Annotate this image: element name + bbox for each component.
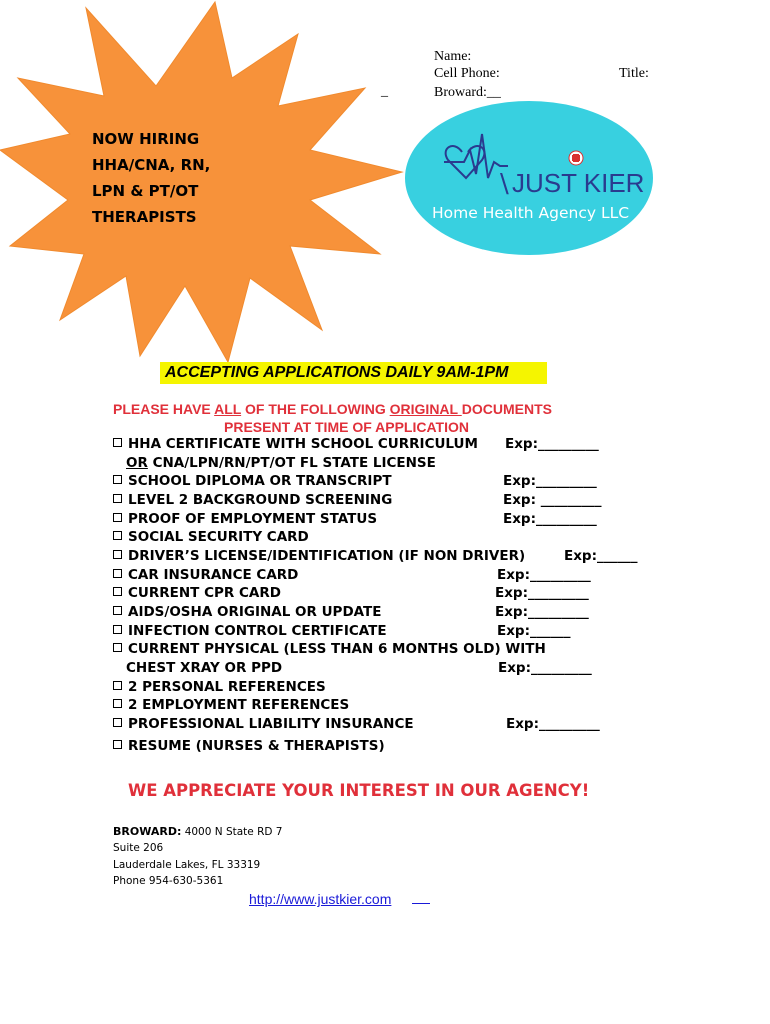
heading-part1: PLEASE HAVE <box>113 401 215 417</box>
checkbox-icon <box>113 625 122 634</box>
checklist-item-social-security <box>113 528 309 547</box>
logo-graphic <box>404 100 654 256</box>
exp-field: Exp:______ <box>497 623 571 639</box>
address-phone: Phone 954-630-5361 <box>113 875 224 887</box>
item-label: CNA/LPN/RN/PT/OT FL STATE LICENSE <box>147 455 436 471</box>
checklist-item-drivers-license <box>113 547 525 566</box>
item-label: 2 EMPLOYMENT REFERENCES <box>128 697 350 713</box>
checkbox-icon <box>113 718 122 727</box>
item-label: CHEST XRAY OR PPD <box>126 660 283 676</box>
item-label: INFECTION CONTROL CERTIFICATE <box>128 623 387 639</box>
heading-all: ALL <box>214 401 242 417</box>
checklist-item-background-screening <box>113 491 392 510</box>
checkbox-icon <box>113 699 122 708</box>
checklist-item-state-license <box>126 454 436 473</box>
now-hiring-text <box>92 126 312 230</box>
checklist-item-liability-insurance <box>113 715 414 734</box>
starburst-line-4: THERAPISTS <box>92 208 197 226</box>
item-label: RESUME (NURSES & THERAPISTS) <box>128 738 385 754</box>
exp-field: Exp:_________ <box>505 436 599 452</box>
exp-field: Exp: _________ <box>503 492 602 508</box>
or-label: OR <box>126 455 148 471</box>
logo-brand-name: JUST KIER <box>512 168 645 198</box>
checklist-item-school-diploma <box>113 472 392 491</box>
checklist-item-infection-control <box>113 622 387 641</box>
address-street: 4000 N State RD 7 <box>181 826 283 838</box>
checkbox-icon <box>113 643 122 652</box>
justkier-logo <box>404 100 654 256</box>
checklist-item-personal-references <box>113 678 326 697</box>
exp-field: Exp:_________ <box>498 660 592 676</box>
checkbox-icon <box>113 569 122 578</box>
logo-brand-prefix: \ <box>500 169 509 199</box>
checklist-item-employment-references <box>113 696 349 715</box>
checkbox-icon <box>113 513 122 522</box>
item-label: PROFESSIONAL LIABILITY INSURANCE <box>128 716 414 732</box>
accepting-applications-banner: ACCEPTING APPLICATIONS DAILY 9AM-1PM <box>160 362 547 384</box>
red-cross-icon <box>569 151 583 165</box>
checklist-item-resume <box>113 737 385 756</box>
starburst-line-2: HHA/CNA, RN, <box>92 156 211 174</box>
item-label: PROOF OF EMPLOYMENT STATUS <box>128 511 378 527</box>
checkbox-icon <box>113 740 122 749</box>
checklist-item-physical <box>113 640 546 659</box>
checklist-item-chest-xray <box>126 659 282 678</box>
exp-field: Exp:_________ <box>503 511 597 527</box>
checkbox-icon <box>113 606 122 615</box>
checklist-item-hha-certificate <box>113 435 478 454</box>
heading-part3: DOCUMENTS <box>461 401 552 417</box>
item-label: HHA CERTIFICATE WITH SCHOOL CURRICULUM <box>128 436 478 452</box>
checkbox-icon <box>113 681 122 690</box>
checklist-item-cpr-card <box>113 584 281 603</box>
exp-field: Exp:_________ <box>495 604 589 620</box>
logo-subtitle: Home Health Agency LLC <box>432 204 630 222</box>
item-label: DRIVER’S LICENSE/IDENTIFICATION (IF NON DRIVER) <box>128 548 526 564</box>
cell-phone-label: Cell Phone: <box>434 66 500 81</box>
exp-field: Exp:_________ <box>506 716 600 732</box>
starburst-line-3: LPN & PT/OT <box>92 182 199 200</box>
checklist-item-car-insurance <box>113 566 298 585</box>
item-label: CAR INSURANCE CARD <box>128 567 299 583</box>
documents-heading <box>113 400 552 418</box>
checkbox-icon <box>113 475 122 484</box>
checkbox-icon <box>113 494 122 503</box>
name-label: Name: <box>434 49 472 64</box>
broward-label: Broward:__ <box>434 85 501 100</box>
documents-heading-line2: PRESENT AT TIME OF APPLICATION <box>224 419 469 435</box>
address-suite: Suite 206 <box>113 842 164 854</box>
starburst-line-1: NOW HIRING <box>92 130 200 148</box>
item-label: LEVEL 2 BACKGROUND SCREENING <box>128 492 393 508</box>
appreciation-message: WE APPRECIATE YOUR INTEREST IN OUR AGENCY! <box>128 781 590 800</box>
checkbox-icon <box>113 550 122 559</box>
item-label: SCHOOL DIPLOMA OR TRANSCRIPT <box>128 473 392 489</box>
exp-field: Exp:_________ <box>497 567 591 583</box>
item-label: 2 PERSONAL REFERENCES <box>128 679 326 695</box>
checkbox-icon <box>113 531 122 540</box>
checkbox-icon <box>113 438 122 447</box>
item-label: CURRENT PHYSICAL (LESS THAN 6 MONTHS OLD) WITH <box>128 641 546 657</box>
website-link[interactable]: http://www.justkier.com <box>249 891 392 907</box>
checklist-item-proof-employment <box>113 510 377 529</box>
item-label: AIDS/OSHA ORIGINAL OR UPDATE <box>128 604 382 620</box>
link-underline-tail <box>412 903 430 904</box>
heading-part2: OF THE FOLLOWING <box>241 401 390 417</box>
item-label: CURRENT CPR CARD <box>128 585 281 601</box>
title-label: Title: <box>619 66 649 81</box>
stray-dash: _ <box>381 84 388 99</box>
address-city: Lauderdale Lakes, FL 33319 <box>113 859 261 871</box>
exp-field: Exp:______ <box>564 548 638 564</box>
checkbox-icon <box>113 587 122 596</box>
item-label: SOCIAL SECURITY CARD <box>128 529 309 545</box>
heading-original: ORIGINAL <box>389 401 462 417</box>
address-line-1 <box>113 824 282 840</box>
checklist-item-aids-osha <box>113 603 382 622</box>
exp-field: Exp:_________ <box>503 473 597 489</box>
address-label: BROWARD: <box>113 825 182 838</box>
exp-field: Exp:_________ <box>495 585 589 601</box>
